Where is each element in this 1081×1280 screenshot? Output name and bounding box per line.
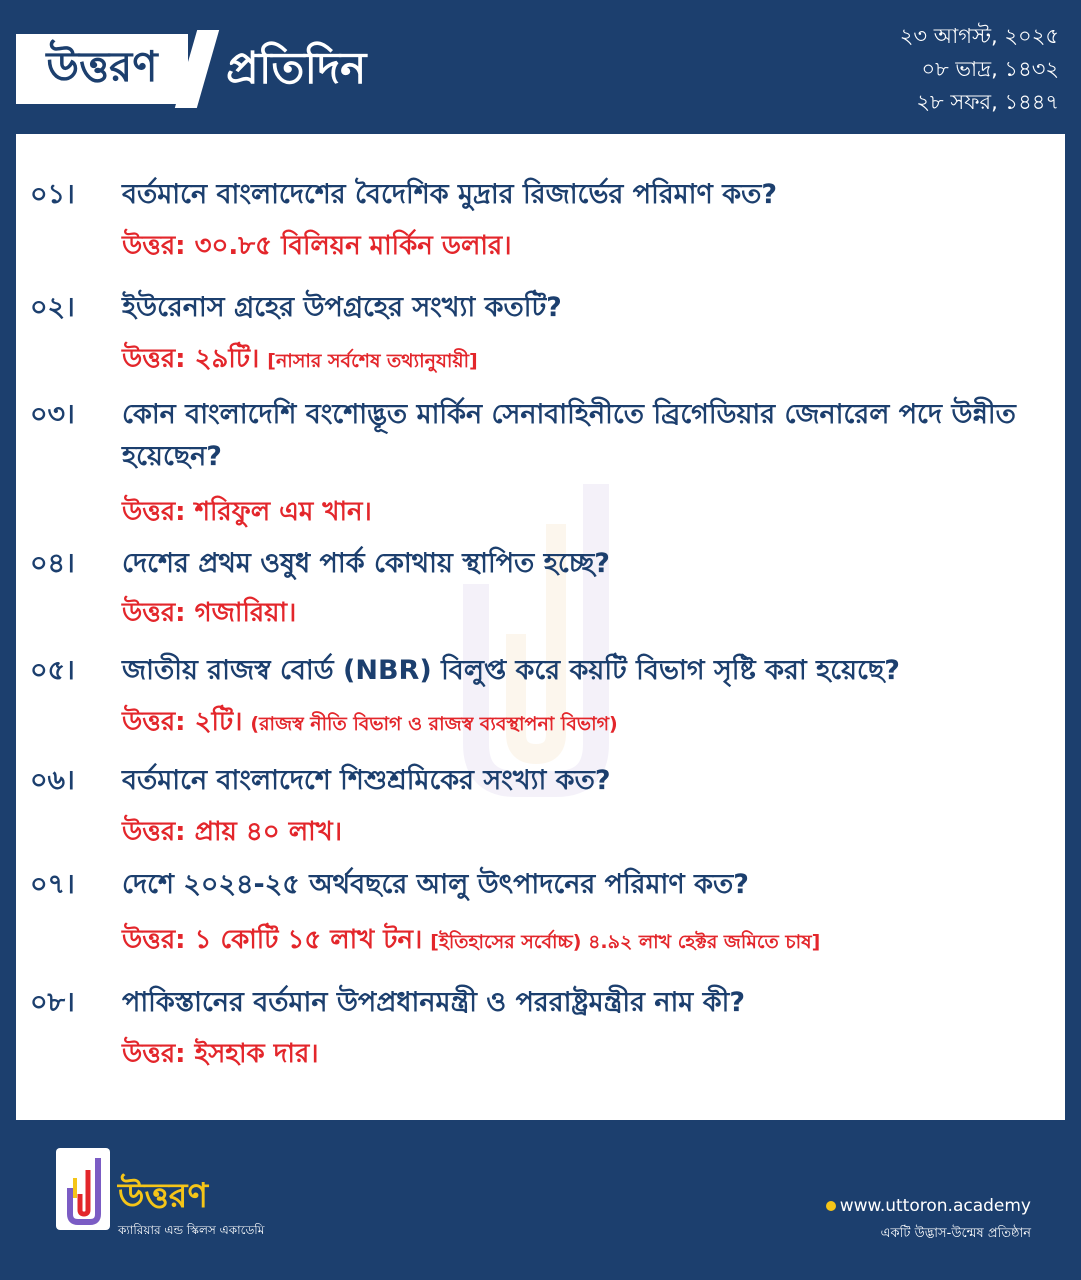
answer-main: উত্তর: ইসহাক দার।: [122, 1039, 319, 1069]
question-text: জাতীয় রাজস্ব বোর্ড (NBR) বিলুপ্ত করে কয়টি বিভাগ সৃষ্টি করা হয়েছে?: [122, 655, 900, 686]
date-hijri: ২৮ সফর, ১৪৪৭: [916, 90, 1059, 114]
brand-logo-box: [16, 34, 188, 104]
question-text: পাকিস্তানের বর্তমান উপপ্রধানমন্ত্রী ও পররাষ্ট্রমন্ত্রীর নাম কী?: [122, 987, 745, 1018]
question-number: ০৫।: [30, 655, 75, 686]
answer-text: [122, 812, 1060, 852]
answer-note: (রাজস্ব নীতি বিভাগ ও রাজস্ব ব্যবস্থাপনা বিভাগ): [250, 713, 618, 735]
question-number: ০৪।: [30, 548, 75, 579]
answer-text: [122, 492, 1060, 532]
question-text: দেশে ২০২৪-২৫ অর্থবছরে আলু উৎপাদনের পরিমাণ কত?: [122, 869, 749, 900]
globe-icon: [826, 1201, 836, 1211]
org-tagline: একটি উদ্ভাস-উন্মেষ প্রতিষ্ঠান: [880, 1226, 1031, 1241]
answer-text: [122, 702, 1060, 744]
question-text: বর্তমানে বাংলাদেশের বৈদেশিক মুদ্রার রিজার্ভের পরিমাণ কত?: [122, 179, 778, 210]
answer-main: উত্তর: ৩০.৮৫ বিলিয়ন মার্কিন ডলার।: [122, 231, 512, 261]
question-number: ০১।: [30, 179, 75, 210]
answer-main: উত্তর: শরিফুল এম খান।: [122, 497, 372, 527]
quiz-panel: [16, 134, 1065, 1120]
footer-brand-tagline: ক্যারিয়ার এন্ড স্কিলস একাডেমি: [118, 1223, 265, 1237]
question-number: ০৩।: [30, 399, 75, 430]
date-gregorian: ২৩ আগস্ট, ২০২৫: [899, 24, 1059, 48]
answer-main: উত্তর: গজারিয়া।: [122, 598, 297, 628]
answer-main: উত্তর: প্রায় ৪০ লাখ।: [122, 817, 343, 847]
website-url[interactable]: www.uttoron.academy: [839, 1196, 1031, 1216]
footer-brand-name: উত্তরণ: [118, 1176, 209, 1216]
footer-logo-card: [56, 1148, 110, 1230]
question-number: ০২।: [30, 292, 75, 323]
answer-text: [122, 226, 1060, 266]
answer-text: [122, 593, 1060, 633]
question-text: কোন বাংলাদেশি বংশোদ্ভূত মার্কিন সেনাবাহিনীতে ব্রিগেডিয়ার জেনারেল পদে উন্নীত হয়েছেন?: [122, 399, 1016, 472]
uttoron-logo-icon: [56, 1148, 110, 1230]
answer-note: [ইতিহাসের সর্বোচ্চ) ৪.৯২ লাখ হেক্টর জমিতে চাষ]: [430, 931, 821, 953]
website-link[interactable]: [826, 1196, 1031, 1216]
question-text: বর্তমানে বাংলাদেশে শিশুশ্রমিকের সংখ্যা কত?: [122, 765, 611, 796]
question-number: ০৮।: [30, 987, 75, 1018]
question-text: ইউরেনাস গ্রহের উপগ্রহের সংখ্যা কতটি?: [122, 292, 562, 323]
answer-text: [122, 339, 1060, 381]
answer-text: [122, 1034, 1060, 1074]
page-title: প্রতিদিন: [226, 42, 367, 94]
answer-text: [122, 920, 1060, 962]
answer-main: উত্তর: ১ কোটি ১৫ লাখ টন।: [122, 925, 423, 955]
question-text: দেশের প্রথম ওষুধ পার্ক কোথায় স্থাপিত হচ্ছে?: [122, 548, 610, 579]
answer-main: উত্তর: ২টি।: [122, 707, 243, 737]
question-number: ০৬।: [30, 765, 75, 796]
answer-note: [নাসার সর্বশেষ তথ্যানুযায়ী]: [267, 350, 478, 372]
answer-main: উত্তর: ২৯টি।: [122, 344, 260, 374]
date-block: [900, 20, 1059, 119]
brand-name: উত্তরণ: [46, 41, 158, 91]
date-bengali: ০৮ ভাদ্র, ১৪৩২: [921, 57, 1059, 81]
question-number: ০৭।: [30, 869, 75, 900]
